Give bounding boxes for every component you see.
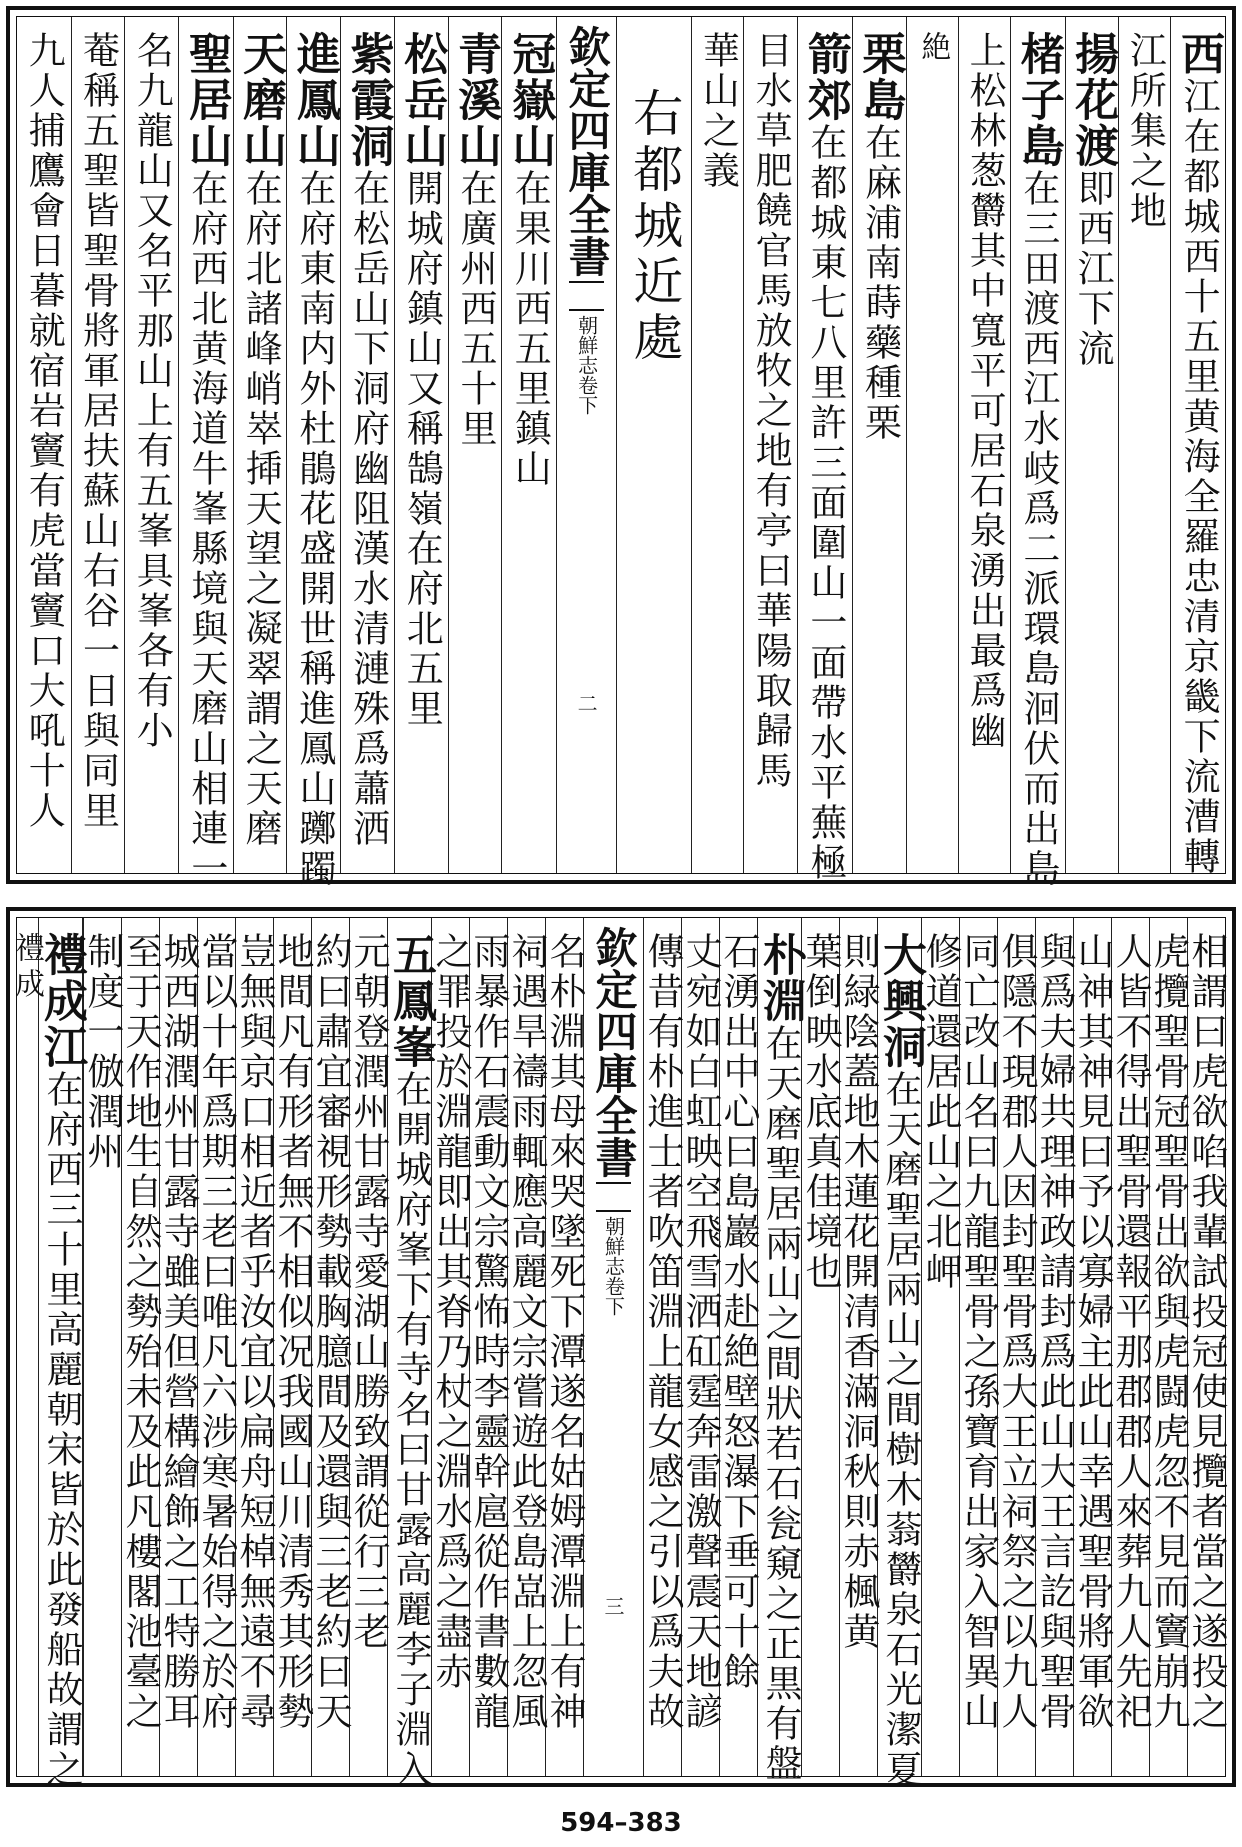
page-number-footer: 594–383 <box>560 1808 682 1838</box>
entry-text: 在果川西五里鎮山 <box>508 169 552 489</box>
entry-title: 西 <box>1173 31 1225 77</box>
book-fold-strip <box>583 918 643 1776</box>
volume-label: 卷下 <box>574 375 599 415</box>
text-column <box>995 918 1038 1776</box>
entry-text: 上松林葱欝其中寬平可居石泉湧出最爲幽 <box>963 31 1007 751</box>
column-text <box>385 918 436 1790</box>
text-column <box>797 17 852 883</box>
text-column <box>852 17 907 873</box>
book-title: 朝鮮志 <box>574 315 599 375</box>
entry-text: 在三田渡西江水岐爲二派環島洄伏而出島 <box>1016 169 1060 889</box>
collection-title: 欽定四庫全書 <box>562 25 612 277</box>
column-text <box>396 17 448 729</box>
entry-text: 相謂曰虎欲啗我輩試投冠使見攬者當之遂投之 <box>1185 932 1228 1732</box>
text-column <box>1147 918 1190 1776</box>
column-text <box>957 918 1000 1732</box>
text-column <box>124 17 178 873</box>
column-text <box>22 17 66 831</box>
column-text <box>1123 17 1167 231</box>
text-column <box>717 918 760 1776</box>
column-text <box>749 17 793 791</box>
text-column <box>17 17 71 873</box>
text-column <box>505 918 548 1776</box>
book-fold-strip <box>556 17 616 873</box>
entry-text: 豈無與京口相近者乎汝宜以扁舟短棹無遠不尋 <box>233 932 276 1732</box>
text-column <box>799 918 842 1776</box>
entry-text: 目水草肥饒官馬放牧之地有亭曰華陽取歸馬 <box>749 31 793 791</box>
text-column <box>875 918 926 1790</box>
text-column <box>286 17 340 889</box>
column-text <box>963 17 1007 751</box>
column-text <box>157 918 200 1732</box>
column-text <box>36 918 87 1790</box>
text-column <box>1109 918 1152 1776</box>
entry-text: 菴稱五聖皆聖骨將軍居扶蘇山右谷一日與同里 <box>76 31 120 831</box>
column-text <box>755 918 806 1784</box>
entry-text: 至于天作地生自然之勢殆未及此凡樓閣池臺之 <box>119 932 162 1732</box>
entry-title: 大興洞 <box>875 932 926 1070</box>
entry-text: 絶 <box>915 31 951 67</box>
column-text <box>450 17 502 449</box>
column-text <box>679 918 722 1732</box>
entry-title: 禮成江 <box>36 932 87 1070</box>
entry-text: 石湧出中心曰島巖水赴絶壁怒瀑下垂可十餘 <box>717 932 760 1692</box>
text-column <box>1010 17 1065 889</box>
column-text <box>467 918 510 1732</box>
column-text <box>1109 918 1152 1732</box>
column-text <box>195 918 238 1732</box>
entry-text: 修道還居此山之北岬 <box>919 932 962 1292</box>
entry-text: 雨暴作石震動文宗驚怖時李靈幹扈從作書數龍 <box>467 932 510 1732</box>
entry-text: 名朴淵其母來哭墜死下潭遂名姑姆潭淵上有神 <box>543 932 586 1732</box>
fishtail-mark <box>569 281 604 311</box>
column-text <box>837 918 880 1652</box>
text-column <box>81 918 124 1776</box>
column-text <box>1033 918 1076 1732</box>
volume-label: 卷下 <box>601 1276 626 1316</box>
entry-title: 五鳳峯 <box>385 932 436 1070</box>
entry-title: 栗島 <box>854 31 906 123</box>
entry-text: 傳昔有朴進士者吹笛淵上龍女感之引以爲夫故 <box>641 932 684 1732</box>
text-column <box>385 918 436 1790</box>
entry-title: 揚花渡 <box>1067 31 1119 169</box>
text-column <box>691 17 743 873</box>
text-column <box>501 17 556 873</box>
text-column <box>71 17 125 873</box>
entry-text: 虎攬聖骨冠聖骨出欲與虎闘虎忽不見而竇崩九 <box>1147 932 1190 1732</box>
text-column <box>309 918 352 1776</box>
text-column <box>837 918 880 1776</box>
entry-text: 禮成 <box>9 932 44 1004</box>
entry-title: 箭郊 <box>799 31 851 123</box>
entry-title: 松岳山 <box>396 31 448 169</box>
entry-text: 約曰肅宜審視形勢載胸臆間及還與三老約曰天 <box>309 932 352 1732</box>
bottom-text-columns <box>9 918 1228 1790</box>
text-column <box>340 17 394 873</box>
column-text <box>504 17 556 489</box>
entry-text: 在天磨聖居兩山之間狀若石瓮窺之正黒有盤 <box>759 1024 802 1784</box>
entry-text: 丈宛如白虹映空飛雪洒矼霆奔雷激聲震天地諺 <box>679 932 722 1732</box>
text-column <box>679 918 722 1776</box>
column-text <box>429 918 472 1692</box>
fishtail-mark <box>596 1182 631 1212</box>
entry-text: 名九龍山又名平那山上有五峯具峯各有小 <box>130 31 174 751</box>
top-text-columns <box>17 17 1225 889</box>
column-text <box>505 918 548 1732</box>
text-column <box>394 17 448 873</box>
entry-title: 楮子島 <box>1012 31 1064 169</box>
text-column <box>641 918 684 1776</box>
text-column <box>178 17 233 889</box>
entry-text: 人皆不得出聖骨還報平那郡郡人來葬九人先祀 <box>1109 932 1152 1732</box>
entry-title: 青溪山 <box>450 31 502 169</box>
entry-text: 在府西北黄海道牛峯縣境與天磨山相連一 <box>184 169 228 889</box>
entry-text: 與爲夫婦共理神政請封爲此山大王言訖與聖骨 <box>1033 932 1076 1732</box>
leaf-number: 二 <box>574 693 599 713</box>
column-text <box>235 17 287 849</box>
text-column <box>1170 17 1225 877</box>
text-column <box>119 918 162 1776</box>
column-text <box>76 17 120 831</box>
book-title: 朝鮮志 <box>601 1216 626 1276</box>
column-text <box>309 918 352 1732</box>
text-column <box>8 918 44 1776</box>
text-column <box>958 17 1010 873</box>
text-column <box>1118 17 1170 873</box>
text-column <box>1033 918 1076 1776</box>
column-text <box>799 918 842 1292</box>
text-column <box>347 918 390 1776</box>
column-text <box>119 918 162 1732</box>
top-page-frame <box>6 6 1236 889</box>
column-text <box>995 918 1038 1732</box>
text-column <box>1065 17 1119 873</box>
section-heading: 右都城近處 <box>625 87 684 367</box>
entry-text: 地間凡有形者無不相似况我國山川清秀其形勢 <box>271 932 314 1732</box>
entry-text: 在府東南内外杜鵑花盛開世稱進鳳山躑躅 <box>292 169 336 889</box>
entry-text: 則緑陰蓋地木蓮花開清香滿洞秋則赤楓黄 <box>837 932 880 1652</box>
column-text <box>799 17 851 883</box>
column-text <box>288 17 340 889</box>
text-column <box>429 918 472 1776</box>
text-column <box>616 17 691 873</box>
leaf-number: 三 <box>601 1596 625 1616</box>
text-column <box>233 17 287 873</box>
entry-title: 冠嶽山 <box>504 31 556 169</box>
text-column <box>1071 918 1114 1776</box>
column-text <box>233 918 276 1732</box>
text-column <box>906 17 958 873</box>
entry-text: 元朝登潤州甘露寺愛湖山勝致謂從行三老 <box>347 932 390 1652</box>
text-column <box>467 918 510 1776</box>
entry-text: 城西湖潤州甘露寺雖美但營構繪飾之工特勝耳 <box>157 932 200 1732</box>
entry-text: 在廣州西五十里 <box>454 169 498 449</box>
column-text <box>1185 918 1228 1732</box>
column-text <box>696 17 740 191</box>
column-text <box>130 17 174 751</box>
text-column <box>36 918 87 1790</box>
text-column <box>157 918 200 1776</box>
text-column <box>1185 918 1228 1776</box>
entry-text: 在府北諸峰峭崒揷天望之凝翠謂之天磨 <box>239 169 283 849</box>
entry-text: 在開城府峯下有寺名曰甘露高麗李子淵入 <box>389 1070 432 1790</box>
text-column <box>233 918 276 1776</box>
column-text <box>717 918 760 1692</box>
text-column <box>271 918 314 1776</box>
entry-title: 朴淵 <box>755 932 806 1024</box>
entry-text: 在天磨聖居兩山之間樹木蓊欝泉石光潔夏 <box>879 1070 922 1790</box>
column-text <box>342 17 394 849</box>
column-text <box>180 17 232 889</box>
entry-text: 在松岳山下洞府幽阻漢水清漣殊爲蕭洒 <box>346 169 390 849</box>
column-text <box>1147 918 1190 1732</box>
entry-text: 同亡改山名曰九龍聖骨之孫寶育出家入智異山 <box>957 932 1000 1732</box>
column-text <box>914 17 951 67</box>
column-text <box>854 17 906 443</box>
text-column <box>448 17 502 873</box>
text-column <box>957 918 1000 1776</box>
entry-text: 在麻浦南蒔藥種栗 <box>858 123 902 443</box>
entry-title: 聖居山 <box>180 31 232 169</box>
column-text <box>641 918 684 1732</box>
column-text <box>1012 17 1064 889</box>
column-text <box>875 918 926 1790</box>
entry-text: 江所集之地 <box>1123 31 1167 231</box>
column-text <box>81 918 124 1172</box>
column-text <box>543 918 586 1732</box>
column-text <box>1067 17 1119 369</box>
entry-text: 九人捕鷹會日暮就宿岩竇有虎當竇口大吼十人 <box>22 31 66 831</box>
column-text <box>347 918 390 1652</box>
text-column <box>195 918 238 1776</box>
text-column <box>919 918 962 1776</box>
entry-title: 天磨山 <box>235 31 287 169</box>
entry-text: 江在都城西十五里黄海全羅忠清京畿下流漕轉 <box>1177 77 1221 877</box>
text-column <box>543 918 586 1776</box>
collection-title: 欽定四庫全書 <box>589 926 639 1178</box>
text-column <box>743 17 797 873</box>
entry-text: 俱隱不現郡人因封聖骨爲大王立祠祭之以九人 <box>995 932 1038 1732</box>
entry-text: 即西江下流 <box>1071 169 1115 369</box>
bottom-page-frame <box>6 907 1236 1790</box>
column-text <box>1071 918 1114 1732</box>
column-text <box>1173 17 1225 877</box>
entry-text: 祠遇旱禱雨輒應高麗文宗嘗遊此登島嵓上忽風 <box>505 932 548 1732</box>
entry-text: 葉倒映水底真佳境也 <box>799 932 842 1292</box>
entry-text: 制度一倣潤州 <box>81 932 124 1172</box>
entry-text: 在府西三十里高麗朝宋皆於此發船故謂之 <box>40 1070 83 1790</box>
entry-text: 開城府鎮山又稱鵠嶺在府北五里 <box>400 169 444 729</box>
text-column <box>755 918 806 1784</box>
column-text <box>919 918 962 1292</box>
entry-text: 華山之義 <box>696 31 740 191</box>
entry-title: 進鳳山 <box>288 31 340 169</box>
column-text <box>271 918 314 1732</box>
entry-text: 在都城東七八里許三面圍山一面帶水平蕪極 <box>803 123 847 883</box>
entry-text: 當以十年爲期三老曰唯凡六涉寒暑始得之於府 <box>195 932 238 1732</box>
column-text <box>8 918 45 1004</box>
entry-text: 之罪投於淵龍即出其脊乃杖之淵水爲之盡赤 <box>429 932 472 1692</box>
entry-text: 山神其神見曰予以寡婦主此山幸遇聖骨將軍欲 <box>1071 932 1114 1732</box>
entry-title: 紫霞洞 <box>342 31 394 169</box>
